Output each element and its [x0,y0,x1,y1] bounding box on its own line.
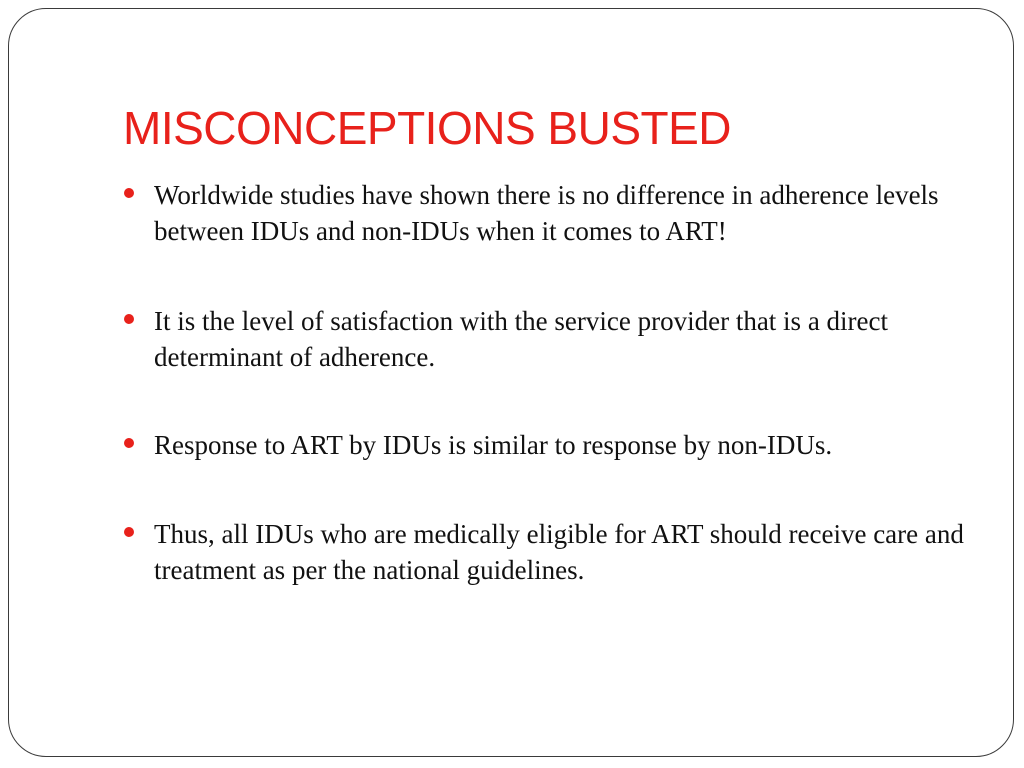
bullet-list [123,177,1003,642]
list-item [123,516,1003,588]
bullet-text: It is the level of satisfaction with the service provider that is a direct determinant of adherence. [154,306,889,372]
bullet-dot-icon [124,527,134,537]
bullet-dot-icon [124,438,134,448]
bullet-text: Worldwide studies have shown there is no difference in adherence levels between IDUs and non-IDUs when it comes to ART! [154,180,939,246]
slide-title: MISCONCEPTIONS BUSTED [123,102,732,154]
slide-frame [8,8,1014,757]
list-item [123,427,1003,463]
bullet-dot-icon [124,314,134,324]
list-item [123,177,1003,249]
bullet-text: Thus, all IDUs who are medically eligible for ART should receive care and treatment as per the national guidelines. [154,519,964,585]
bullet-text: Response to ART by IDUs is similar to response by non-IDUs. [154,430,833,460]
list-item [123,303,1003,375]
bullet-dot-icon [124,188,134,198]
